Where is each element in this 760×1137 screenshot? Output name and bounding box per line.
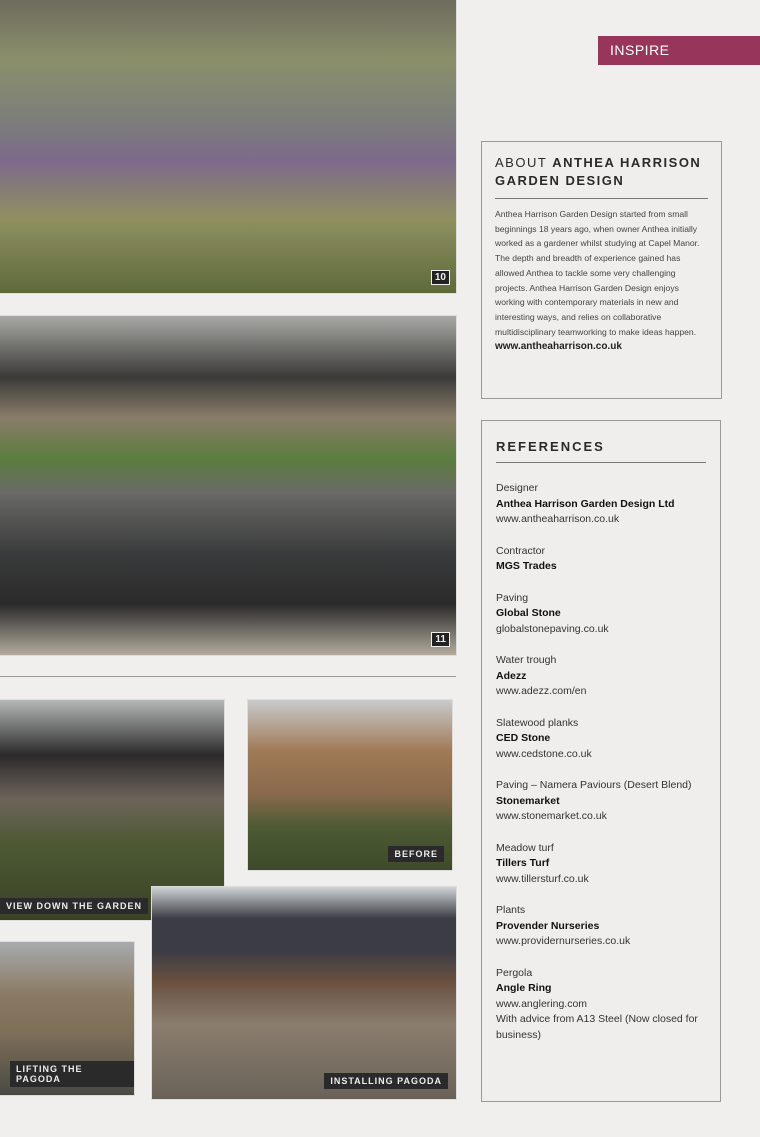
divider xyxy=(495,198,708,199)
ref-name: MGS Trades xyxy=(496,560,557,572)
ref-role: Paving – Namera Paviours (Desert Blend) xyxy=(496,779,692,791)
photo-number: 11 xyxy=(431,632,450,647)
reference-item xyxy=(496,966,706,1044)
divider xyxy=(0,676,456,677)
ref-name: CED Stone xyxy=(496,732,551,744)
ref-role: Meadow turf xyxy=(496,841,554,854)
caption: BEFORE xyxy=(388,846,444,862)
photo-number: 10 xyxy=(431,270,450,285)
caption: LIFTING THE PAGODA xyxy=(10,1061,134,1087)
reference-item xyxy=(496,544,706,575)
ref-name: Angle Ring xyxy=(496,982,552,994)
ref-note: With advice from A13 Steel (Now closed for business) xyxy=(496,1013,698,1041)
ref-name: Provender Nurseries xyxy=(496,919,600,932)
ref-name: Adezz xyxy=(496,669,527,682)
ref-role: Paving xyxy=(496,591,529,604)
reference-item xyxy=(496,716,706,763)
photo-garden-seating xyxy=(0,0,456,293)
ref-role: Plants xyxy=(496,904,526,916)
references-box xyxy=(481,420,721,1102)
reference-item xyxy=(496,653,706,700)
divider xyxy=(496,462,706,463)
ref-name: Tillers Turf xyxy=(496,857,550,869)
ref-role: Pergola xyxy=(496,966,533,979)
ref-name: Stonemarket xyxy=(496,794,560,807)
caption: VIEW DOWN THE GARDEN xyxy=(0,898,148,914)
photo-before xyxy=(248,700,452,870)
photo-installing-pagoda xyxy=(152,887,456,1099)
ref-url[interactable]: www.antheaharrison.co.uk xyxy=(496,513,620,525)
photo-lifting-pagoda xyxy=(0,942,134,1095)
ref-name: Anthea Harrison Garden Design Ltd xyxy=(496,497,675,510)
ref-url[interactable]: globalstonepaving.co.uk xyxy=(496,622,609,635)
ref-name: Global Stone xyxy=(496,607,561,619)
photo-patio-table xyxy=(0,316,456,655)
ref-url[interactable]: www.anglering.com xyxy=(496,997,588,1010)
about-url[interactable]: www.antheaharrison.co.uk xyxy=(495,341,622,353)
section-label: INSPIRE xyxy=(598,36,760,65)
about-body: Anthea Harrison Garden Design started from small beginnings 18 years ago, when owner Anthea initially worked as a gardener whilst studying at Capel Manor. The depth and breadth of experience gained has allowed Anthea to tackle some very challenging projects. Anthea Harrison Garden Design enjoys working with contemporary materials in new and interesting ways, and relies on collaborative multidisciplinary teamworking to make ideas happen. xyxy=(495,209,700,337)
references-title: REFERENCES xyxy=(496,439,605,454)
ref-role: Water trough xyxy=(496,654,557,666)
reference-item xyxy=(496,591,706,638)
reference-item xyxy=(496,481,706,528)
caption: INSTALLING PAGODA xyxy=(324,1073,448,1089)
reference-item xyxy=(496,903,706,950)
reference-item xyxy=(496,841,706,888)
reference-item xyxy=(496,778,706,825)
ref-url[interactable]: www.providernurseries.co.uk xyxy=(496,935,631,947)
ref-url[interactable]: www.adezz.com/en xyxy=(496,685,587,697)
ref-url[interactable]: www.tillersturf.co.uk xyxy=(496,872,589,885)
ref-role: Contractor xyxy=(496,544,546,557)
title-light: ABOUT xyxy=(495,155,548,170)
ref-url[interactable]: www.stonemarket.co.uk xyxy=(496,810,607,822)
about-box xyxy=(481,141,722,399)
title-bold: ANTHEA HARRISON GARDEN DESIGN xyxy=(495,155,702,188)
about-title xyxy=(495,154,708,190)
ref-role: Designer xyxy=(496,482,539,494)
ref-role: Slatewood planks xyxy=(496,716,579,729)
ref-url[interactable]: www.cedstone.co.uk xyxy=(496,747,592,760)
